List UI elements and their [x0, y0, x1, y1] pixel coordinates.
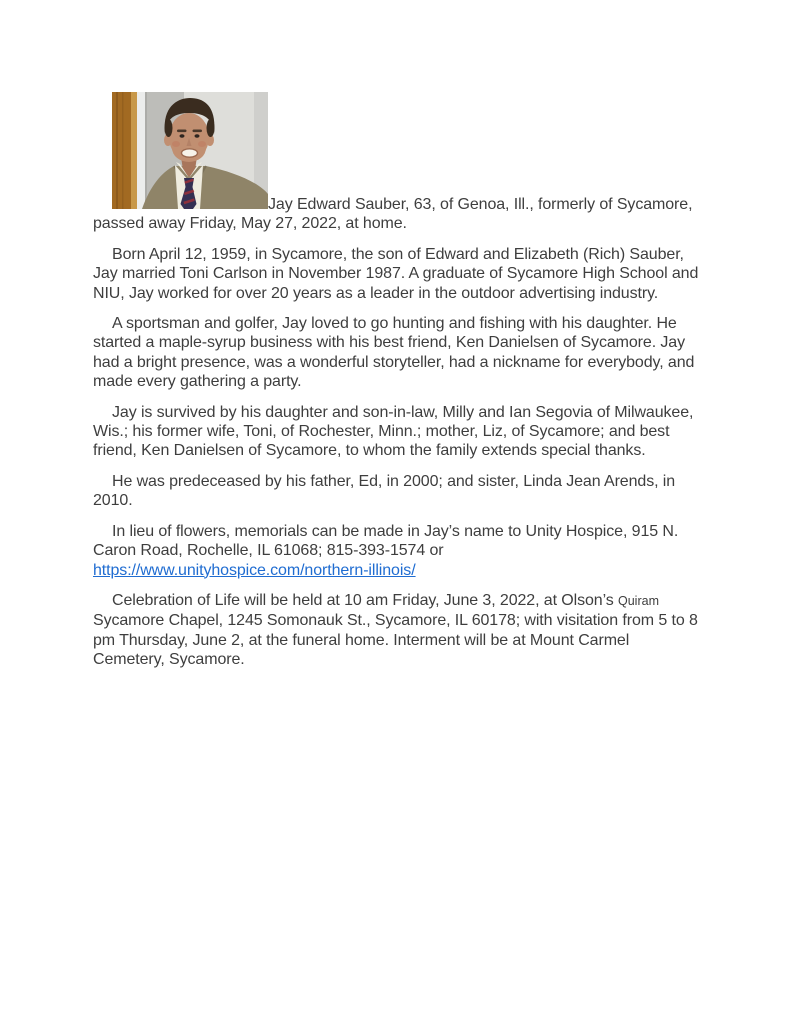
services-text-start: Celebration of Life will be held at 10 am Friday, June 3, 2022, at Olson’s [112, 591, 614, 609]
photo-hair-temple-right [207, 119, 215, 137]
photo-brow-left [177, 130, 187, 133]
obituary-paragraph-survivors: Jay is survived by his daughter and son-in-law, Milly and Ian Segovia of Milwaukee, Wis.; his former wife, Toni, of Rochester, Minn.; mother, Liz, of Sycamore; and best friend, Ken Danielsen of Sycamore, to whom the family extends special thanks. [93, 403, 694, 460]
intro-text: Jay Edward Sauber, 63, of Genoa, Ill., formerly of Sycamore, passed away Friday, May 27, 2022, at home. [93, 196, 693, 233]
photo-brow-right [193, 130, 203, 133]
photo-door-grain [116, 92, 118, 209]
photo-hair-temple-left [165, 119, 173, 137]
memorials-text: In lieu of flowers, memorials can be made in Jay’s name to Unity Hospice, 915 N. Caron Road, Rochelle, IL 61068; 815-393-1574 or [93, 522, 679, 560]
obituary-paragraph-birth: Born April 12, 1959, in Sycamore, the son of Edward and Elizabeth (Rich) Sauber, Jay married Toni Carlson in November 1987. A graduate of Sycamore High School and NIU, Jay worked for over 20 years as a leader in the outdoor advertising industry. [93, 245, 699, 302]
photo-door-edge [131, 92, 137, 209]
photo-frame-shadow [145, 92, 147, 209]
photo-smile [182, 149, 198, 157]
photo-eye-left [180, 134, 185, 137]
obituary-paragraph-intro [93, 92, 701, 234]
photo-eye-right [195, 134, 200, 137]
photo-cheek-left [172, 141, 180, 147]
portrait-photo [112, 92, 268, 209]
services-text-quiram: Quiram [618, 593, 659, 608]
photo-cheek-right [198, 141, 206, 147]
unity-hospice-link[interactable]: https://www.unityhospice.com/northern-illinois/ [93, 561, 416, 579]
obituary-paragraph-memorials [93, 522, 701, 580]
services-text-end: Sycamore Chapel, 1245 Somonauk St., Sycamore, IL 60178; with visitation from 5 to 8 pm Thursday, June 2, at the funeral home. Interment will be at Mount Carmel Cemetery, Sycamore. [93, 612, 698, 669]
obituary-paragraph-life: A sportsman and golfer, Jay loved to go hunting and fishing with his daughter. He started a maple-syrup business with his best friend, Ken Danielsen of Sycamore. Jay had a bright presence, was a wonderful storyteller, had a nickname for everybody, and made every gathering a party. [93, 315, 695, 391]
photo-door-frame [137, 92, 145, 209]
photo-door-grain [122, 92, 124, 209]
obituary-paragraph-services [93, 591, 701, 670]
obituary-paragraph-predeceased: He was predeceased by his father, Ed, in 2000; and sister, Linda Jean Arends, in 2010. [93, 472, 676, 510]
